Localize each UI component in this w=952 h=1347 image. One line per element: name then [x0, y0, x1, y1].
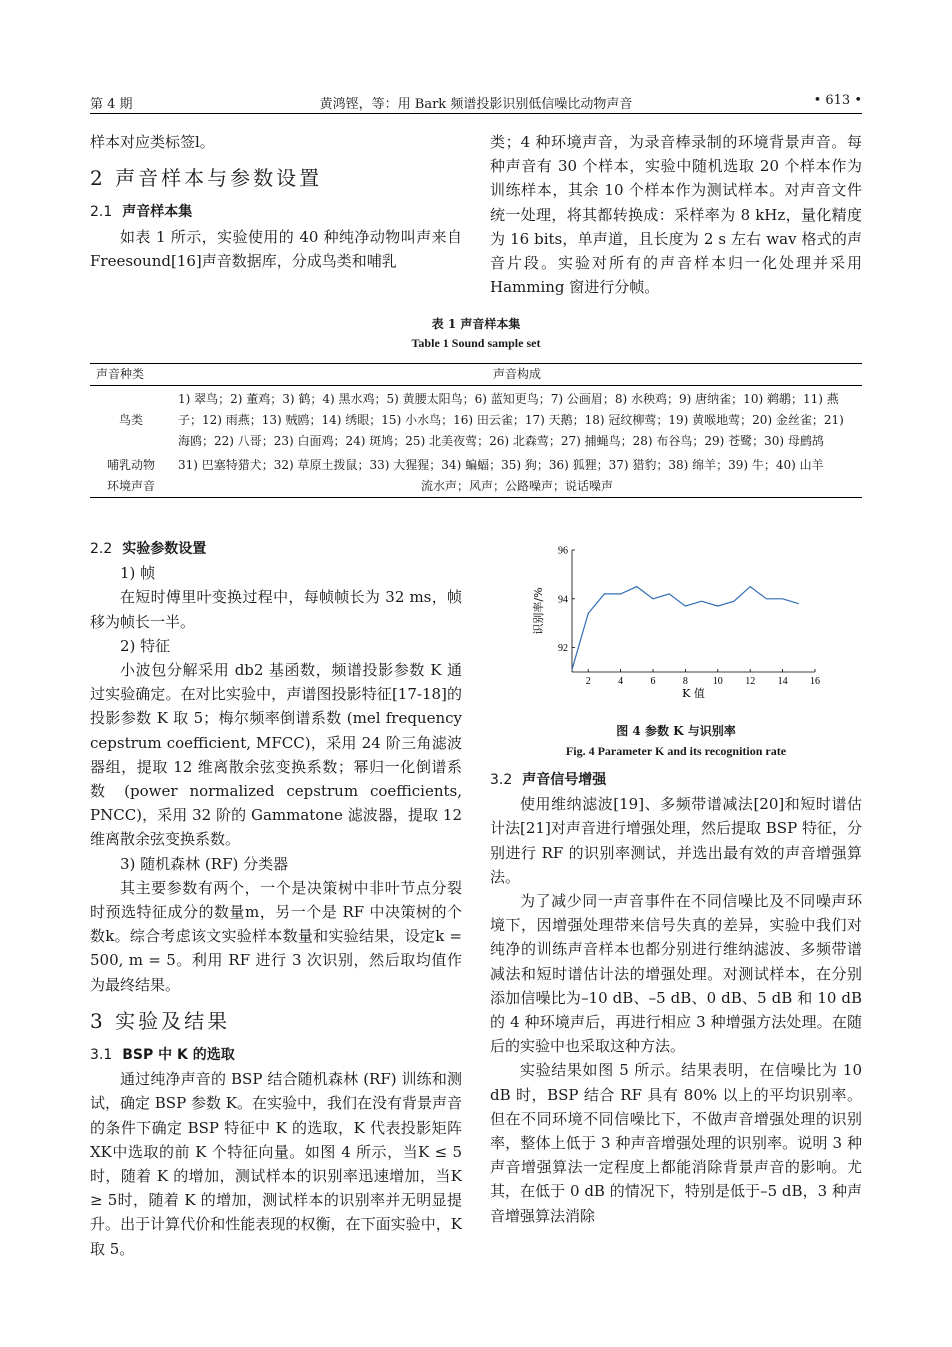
list-item: 2) 特征 — [120, 636, 171, 655]
y-axis-label: 识别率/% — [532, 587, 545, 635]
subsection-number: 2.2 — [90, 541, 113, 557]
running-header — [90, 93, 862, 114]
figure-caption-cn: 图 4 参数 K 与识别率 — [616, 724, 736, 738]
subsection-heading-2-1 — [90, 200, 462, 224]
table-header-cell: 声音种类 — [90, 364, 172, 386]
paragraph: 类；4 种环境声音，为录音棒录制的环境背景声音。每种声音有 30 个样本，实验中随机选取 20 个样本作为训练样本，其余 10 个样本作为测试样本。对声音文件统一处理，将其都转换成：采样率为 8 kHz，量化精度为 16 bits，单声道，且长度为 2 s 左右 wav 格式的声音片段。实验对所有的声音样本归一化处理并采用 Hamming 窗进行分帧。 — [490, 133, 862, 297]
table-row — [90, 455, 862, 476]
subsection-number: 3.1 — [90, 1047, 113, 1064]
subsection-heading-2-2 — [90, 537, 462, 561]
y-tick-label: 96 — [558, 545, 568, 557]
paragraph: 如表 1 所示，实验使用的 40 种纯净动物叫声来自 Freesound[16]声音数据库，分成鸟类和哺乳 — [90, 227, 462, 270]
paragraph: 实验结果如图 5 所示。结果表明，在信噪比为 10 dB 时，BSP 结合 RF 具有 80% 以上的平均识别率。但在不同环境不同信噪比下，不做声音增强处理的识别率，整体上低于 3 种声音增强处理的识别率。说明 3 种声音增强算法一定程度上都能消除背景声音的影响。尤其，在低于 0 dB 的情况下，特别是低于–5 dB，3 种声音增强算法消除 — [490, 1061, 862, 1225]
section-heading-3: 3 实验及结果 — [90, 1008, 231, 1033]
x-tick-label: 14 — [777, 676, 788, 687]
right-column-bottom — [490, 768, 862, 1228]
issue-number: 第 4 期 — [90, 97, 133, 112]
subsection-title: 声音样本集 — [122, 204, 193, 221]
x-tick-label: 6 — [650, 676, 656, 687]
running-title: 黄鸿铿，等：用 Bark 频谱投影识别低信噪比动物声音 — [319, 97, 633, 112]
paragraph: 小波包分解采用 db2 基函数，频谱投影参数 K 通过实验确定。在对比实验中，声谱图投影特征[17-18]的投影参数 K 取 5；梅尔频率倒谱系数 (mel frequency cepstrum coefficient, MFCC)，采用 24 阶三角滤波器组，提取 12 维离散余弦变换系数；幂归一化倒谱系数 (power normalized cepstrum coefficients, PNCC)，采用 32 阶的 Gammatone 滤波器，提取 12 维离散余弦变换系数。 — [90, 661, 462, 849]
x-tick-label: 12 — [745, 676, 756, 687]
y-tick-label: 94 — [558, 594, 568, 606]
subsection-heading-3-2 — [490, 768, 862, 792]
figure-caption-en: Fig. 4 Parameter K and its recognition rate — [565, 744, 787, 758]
x-tick-label: 2 — [585, 676, 591, 687]
list-item: 3) 随机森林 (RF) 分类器 — [120, 854, 289, 873]
table-cell: 环境声音 — [90, 476, 172, 498]
list-item: 1) 帧 — [120, 564, 156, 583]
left-column-top — [90, 130, 462, 273]
table-row — [90, 386, 862, 456]
subsection-heading-3-1 — [90, 1043, 462, 1067]
x-tick-label: 8 — [682, 676, 688, 687]
x-axis-label: K 值 — [682, 687, 705, 700]
table-cell: 哺乳动物 — [106, 458, 155, 472]
subsection-number: 2.1 — [90, 204, 113, 221]
table-header-cell: 声音构成 — [172, 364, 862, 386]
right-column-top — [490, 130, 862, 299]
table-caption-cn: 表 1 声音样本集 — [431, 317, 521, 331]
figure-4-chart — [530, 540, 830, 700]
subsection-title: BSP 中 K 的选取 — [122, 1047, 235, 1064]
x-tick-label: 16 — [810, 676, 820, 687]
sound-sample-table — [90, 363, 862, 498]
table-cell: 鸟类 — [118, 413, 143, 427]
y-tick-label: 92 — [558, 643, 568, 655]
paragraph: 样本对应类标签l。 — [90, 133, 215, 151]
left-column-bottom — [90, 537, 462, 1261]
x-tick-label: 10 — [712, 676, 723, 687]
paragraph: 在短时傅里叶变换过程中，每帧帧长为 32 ms，帧移为帧长一半。 — [90, 588, 462, 631]
page-number: • 613 • — [813, 93, 862, 108]
paragraph: 为了减少同一声音事件在不同信噪比及不同噪声环境下，因增强处理带来信号失真的差异，实验中我们对纯净的训练声音样本也都分别进行维纳滤波、多频带谱减法和短时谱估计法的增强处理。对测试样本，在分别添加信噪比为–10 dB、–5 dB、0 dB、5 dB 和 10 dB 的 4 种环境声后，再进行相应 3 种增强方法处理。在随后的实验中也采取这种方法。 — [490, 892, 862, 1056]
series-line — [572, 587, 799, 670]
paragraph: 其主要参数有两个，一个是决策树中非叶节点分裂时预选特征成分的数量m，另一个是 RF 中决策树的个数k。综合考虑该文实验样本数量和实验结果，设定k = 500, m = 5。利用 RF 进行 3 次识别，然后取均值作为最终结果。 — [90, 878, 462, 994]
table-caption-en: Table 1 Sound sample set — [411, 336, 541, 350]
x-tick-label: 4 — [618, 676, 624, 687]
table-row — [90, 476, 862, 498]
section-heading-2: 2 声音样本与参数设置 — [90, 166, 323, 191]
subsection-number: 3.2 — [490, 772, 513, 788]
subsection-title: 实验参数设置 — [122, 541, 207, 557]
table-cell: 流水声；风声；公路噪声；说话噪声 — [172, 476, 862, 498]
table-header-row — [90, 364, 862, 386]
paragraph: 通过纯净声音的 BSP 结合随机森林 (RF) 训练和测试，确定 BSP 参数 K。在实验中，我们在没有背景声音的条件下确定 BSP 特征中 K 的选取，K 代表投影矩阵 XK中选取的前 K 个特征向量。如图 4 所示，当K ≤ 5时，随着 K 的增加，测试样本的识别率迅速增加，当K ≥ 5时，随着 K 的增加，测试样本的识别率并无明显提升。出于计算代价和性能表现的权衡，在下面实验中，K 取 5。 — [90, 1070, 462, 1258]
table-cell: 31) 巴塞特猎犬；32) 草原土拨鼠；33) 大猩猩；34) 蝙蝠；35) 狗；36) 狐狸；37) 猎豹；38) 绵羊；39) 牛；40) 山羊 — [178, 458, 824, 472]
subsection-title: 声音信号增强 — [522, 772, 607, 788]
paragraph: 使用维纳滤波[19]、多频带谱减法[20]和短时谱估计法[21]对声音进行增强处理，然后提取 BSP 特征，分别进行 RF 的识别率测试，并选出最有效的声音增强算法。 — [490, 795, 862, 886]
table-cell: 1) 翠鸟；2) 董鸡；3) 鹤；4) 黑水鸡；5) 黄腰太阳鸟；6) 蓝知更鸟；7) 公画眉；8) 水秧鸡；9) 唐纳雀；10) 鹈鹕；11) 燕子；12) 雨燕；13) 贼鸥；14) 绣眼；15) 小水鸟；16) 田云雀；17) 天鹅；18) 冠纹柳莺；19) 黄喉地莺；20) 金丝雀；21) 海鸥；22) 八哥；23) 白面鸡；24) 斑鸠；25) 北美夜莺；26) 北森莺；27) 捕蝇鸟；28) 布谷鸟；29) 苍鹭；30) 母鹧鸪 — [178, 392, 844, 448]
